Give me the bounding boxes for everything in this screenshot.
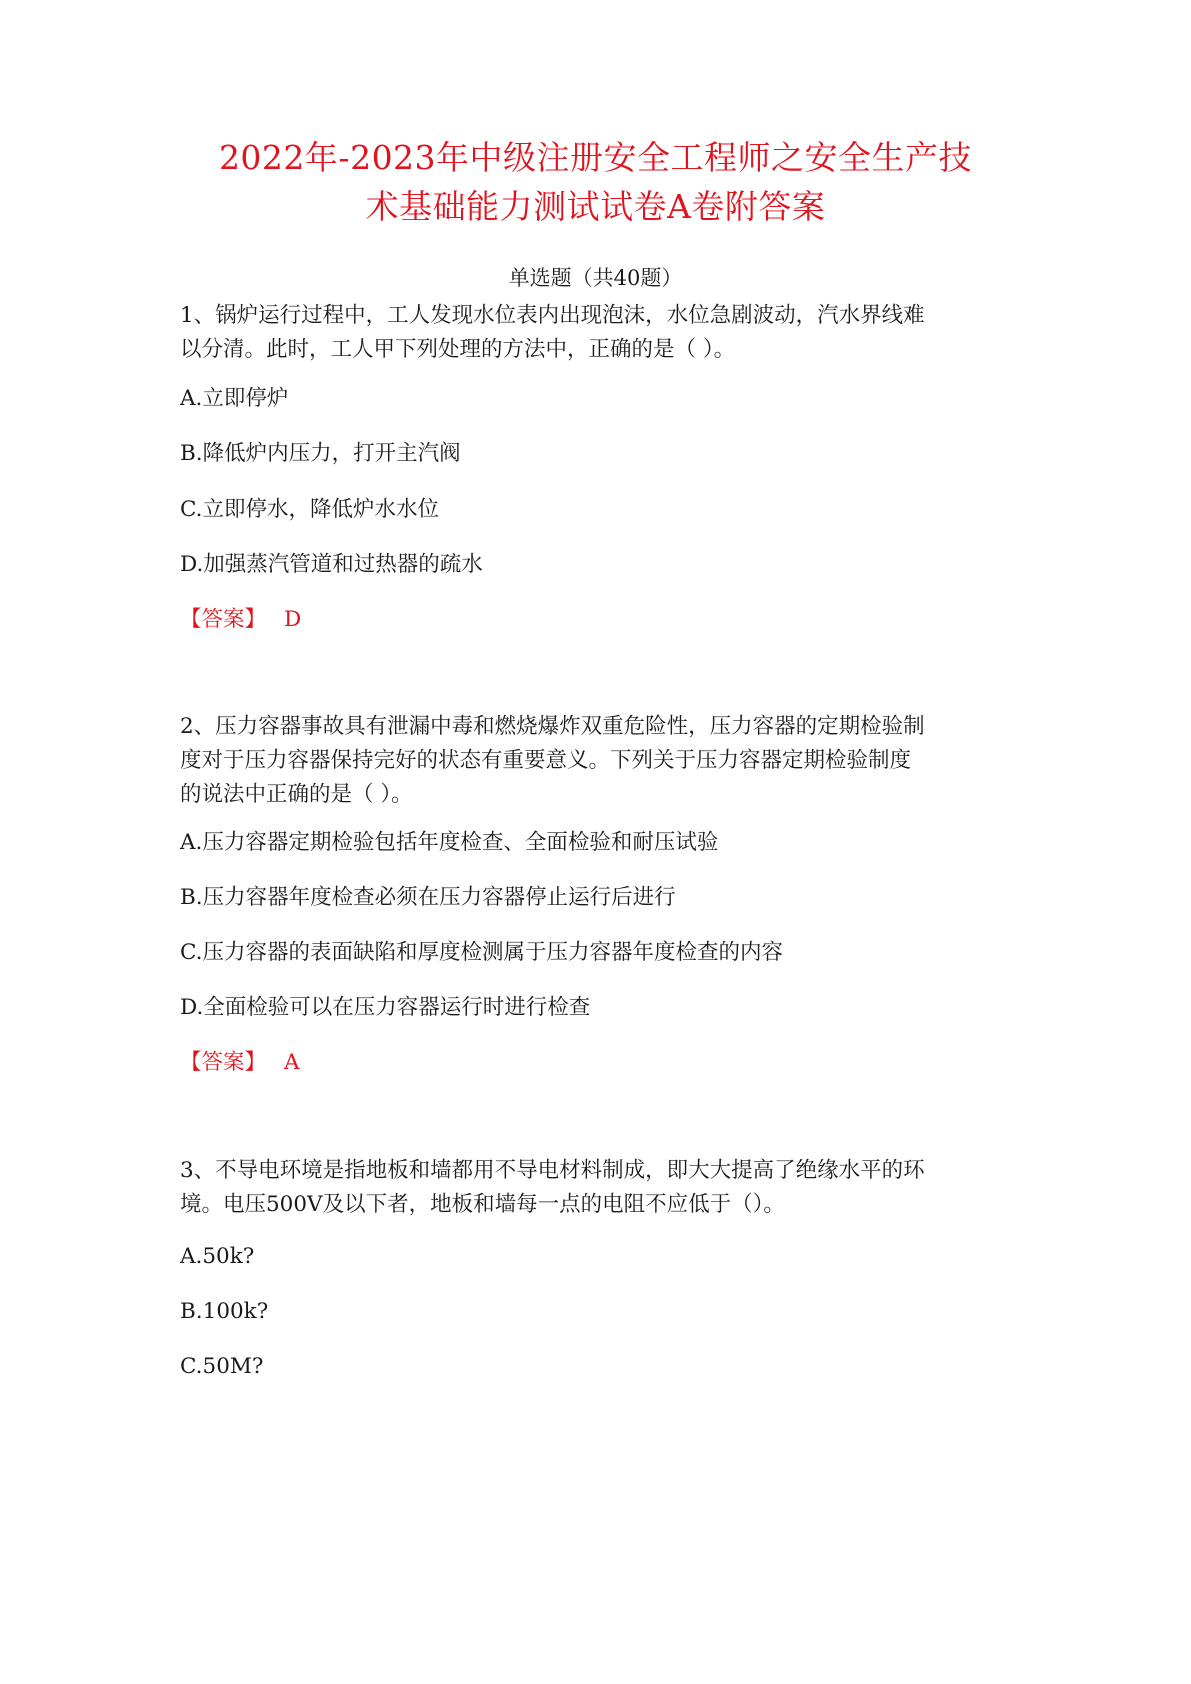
question-3-option-a: A.50k? <box>180 1244 255 1269</box>
document-title <box>150 133 1041 231</box>
question-3-option-b: B.100k? <box>180 1299 269 1324</box>
question-2-answer <box>180 1046 1025 1079</box>
question-stem-line: 以分清。此时，工人甲下列处理的方法中，正确的是（ ）。 <box>180 337 736 362</box>
question-3-option-c: C.50M? <box>180 1354 264 1379</box>
question-stem-line: 度对于压力容器保持完好的状态有重要意义。下列关于压力容器定期检验制度 <box>180 748 912 773</box>
section-heading: 单选题（共40题） <box>508 266 683 290</box>
question-2-option-d: D.全面检验可以在压力容器运行时进行检查 <box>180 995 591 1020</box>
question-stem-line: 境。电压500V及以下者，地板和墙每一点的电阻不应低于（）。 <box>180 1192 785 1217</box>
question-2-option-a: A.压力容器定期检验包括年度检查、全面检验和耐压试验 <box>180 830 719 855</box>
answer-value: A <box>284 1050 300 1075</box>
question-1-stem <box>180 299 1025 367</box>
question-stem-line: 的说法中正确的是（ ）。 <box>180 782 413 807</box>
answer-label: 【答案】 <box>180 1050 267 1075</box>
question-stem-line: 2、压力容器事故具有泄漏中毒和燃烧爆炸双重危险性，压力容器的定期检验制 <box>180 714 925 739</box>
question-stem-line: 1、锅炉运行过程中，工人发现水位表内出现泡沫，水位急剧波动，汽水界线难 <box>180 303 925 328</box>
question-1-option-b: B.降低炉内压力，打开主汽阀 <box>180 441 461 466</box>
question-2-option-b: B.压力容器年度检查必须在压力容器停止运行后进行 <box>180 885 676 910</box>
question-2-stem <box>180 710 1025 812</box>
question-stem-line: 3、不导电环境是指地板和墙都用不导电材料制成，即大大提高了绝缘水平的环 <box>180 1158 925 1183</box>
answer-label: 【答案】 <box>180 607 267 632</box>
question-1-option-a: A.立即停炉 <box>180 386 289 411</box>
question-2-option-c: C.压力容器的表面缺陷和厚度检测属于压力容器年度检查的内容 <box>180 940 784 965</box>
title-line-1: 2022年-2023年中级注册安全工程师之安全生产技 <box>218 138 973 177</box>
answer-value: D <box>284 607 302 632</box>
title-line-2: 术基础能力测试试卷A卷附答案 <box>365 187 826 226</box>
question-1-option-d: D.加强蒸汽管道和过热器的疏水 <box>180 552 483 577</box>
question-1-answer <box>180 603 1025 636</box>
question-1-option-c: C.立即停水，降低炉水水位 <box>180 497 440 522</box>
question-3-stem <box>180 1154 1025 1222</box>
